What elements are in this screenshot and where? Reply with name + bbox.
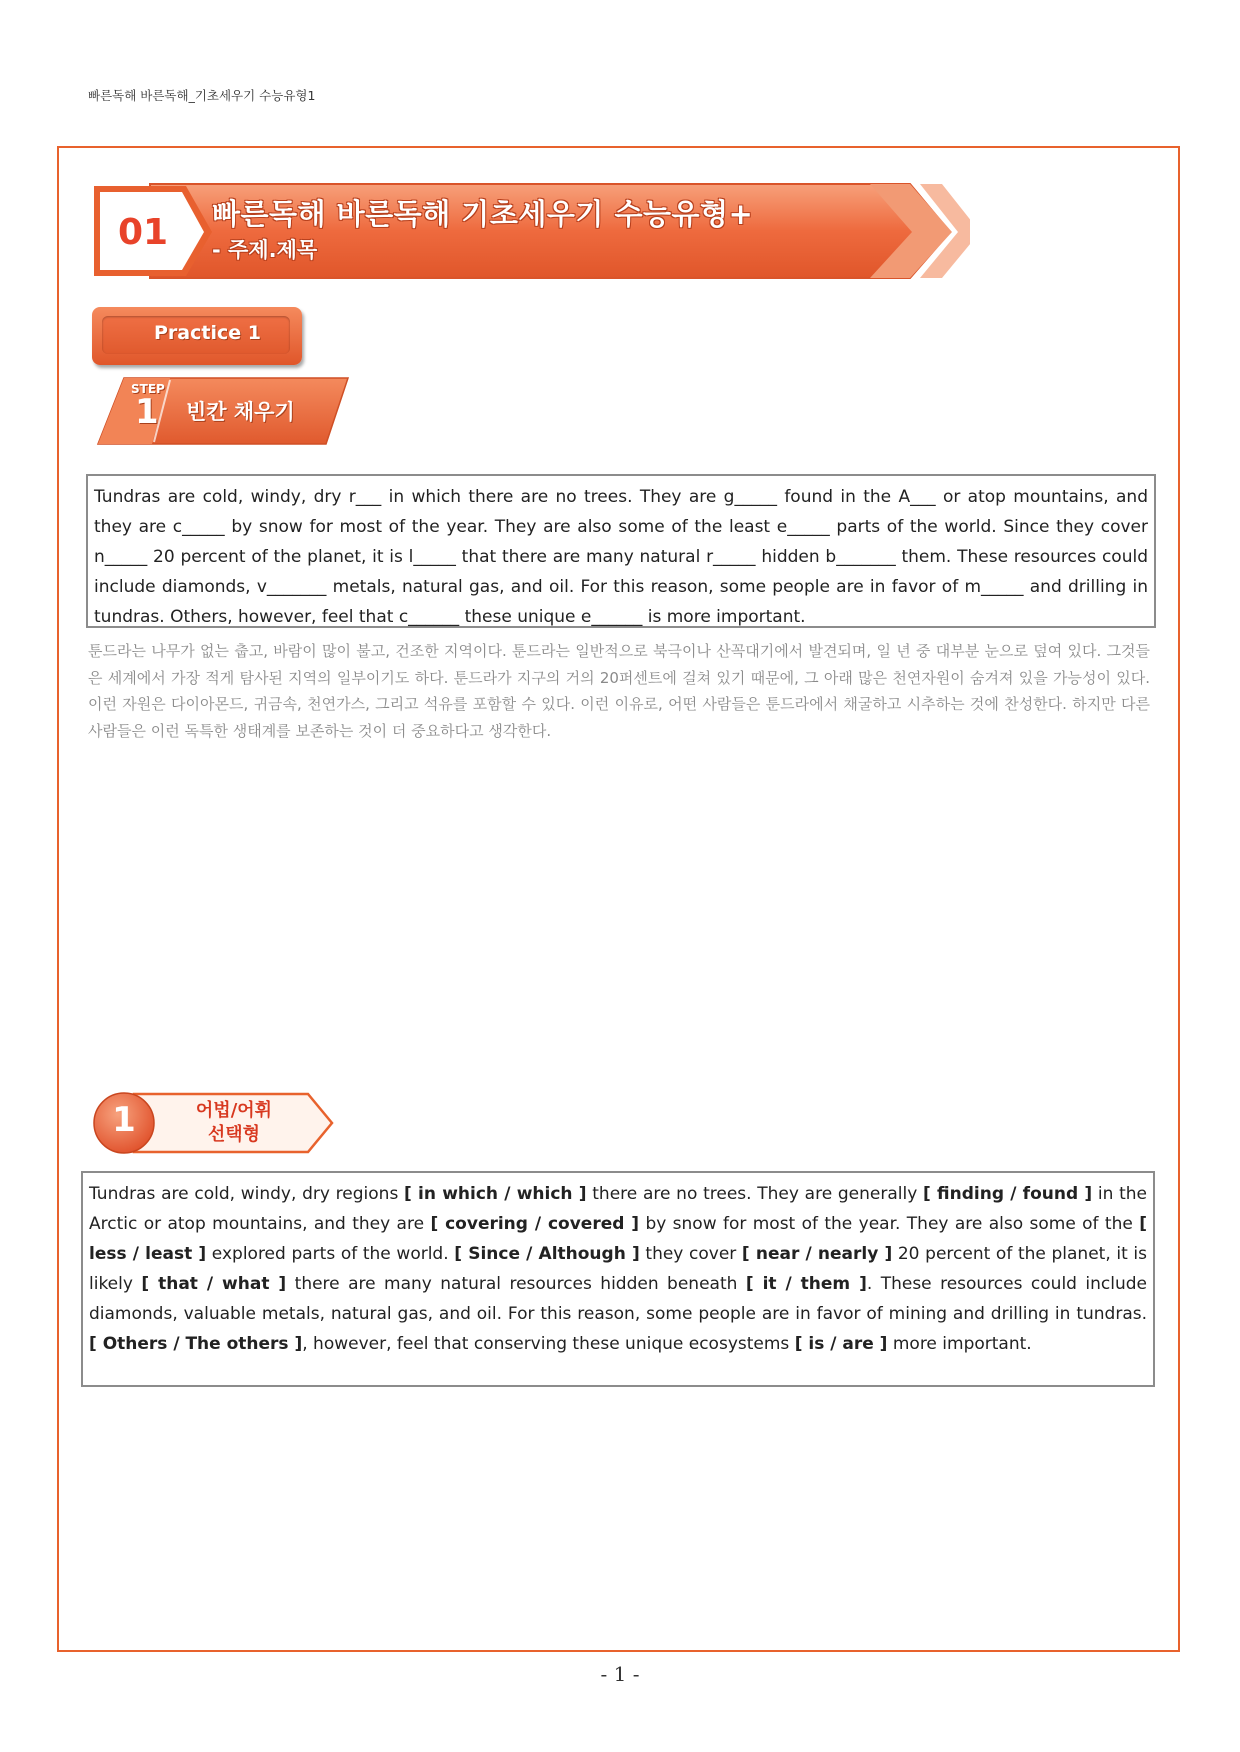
choice-bracket: [ Others / The others ] [89,1334,303,1354]
korean-translation: 툰드라는 나무가 없는 춥고, 바람이 많이 불고, 건조한 지역이다. 툰드라는 일반적으로 북극이나 산꼭대기에서 발견되며, 일 년 중 대부분 눈으로 덮여 있다. 그것들은 세계에서 가장 적게 탐사된 지역의 일부이기도 하다. 툰드라가 지구의 거의 20퍼센트에 걸쳐 있기 때문에, 그 아래 많은 천연자원이 숨겨져 있을 가능성이 있다. 이런 자원은 다이아몬드, 귀금속, 천연가스, 그리고 석유를 포함할 수 있다. 이런 이유로, 어떤 사람들은 툰드라에서 채굴하고 시추하는 것에 찬성한다. 하지만 다른 사람들은 이런 독특한 생태계를 보존하는 것이 더 중요하다고 생각한다. [88,642,1150,740]
blanks-passage: Tundras are cold, windy, dry r___ in which there are no trees. They are g_____ found in the A___ or atop mountains, and they are c_____ by snow for most of the year. They are also some of the least e_____ parts of the world. Since they cover n_____ 20 percent of the planet, it is l_____ that there are many natural r_____ hidden b_______ them. These resources could include diamonds, v_______ metals, natural gas, and oil. For this reason, some people are in favor of m_____ and drilling in tundras. Others, however, feel that c______ these unique e______ is more important. [86,474,1156,628]
choice-bracket: [ covering / covered ] [430,1214,640,1234]
passage-text: they cover [639,1244,742,1264]
chapter-number: 01 [117,212,169,253]
choice-bracket: [ in which / which ] [404,1184,587,1204]
section-label-line2: 선택형 [207,1124,261,1145]
section-label-line1: 어법/어휘 [195,1100,273,1121]
step-label: 빈칸 채우기 [186,400,295,424]
chapter-banner [90,182,970,282]
chapter-subtitle: - 주제.제목 [212,238,318,262]
passage-text: explored parts of the world. [206,1244,455,1264]
grammar-choice-badge [90,1090,340,1156]
passage-text: by snow for most of the year. They are also some of the [639,1214,1140,1234]
chapter-title: 빠른독해 바른독해 기초세우기 수능유형+ [212,197,754,231]
choice-passage [81,1171,1155,1387]
practice-badge [92,307,302,365]
choice-bracket: [ near / nearly ] [741,1244,893,1264]
step-word: STEP [131,382,165,396]
step-badge [94,376,354,446]
passage-text: there are no trees. They are generally [586,1184,924,1204]
choice-bracket: [ less / least ] [89,1214,1147,1264]
choice-bracket: [ it / them ] [745,1274,867,1294]
choice-bracket: [ that / what ] [141,1274,287,1294]
running-header: 빠른독해 바른독해_기초세우기 수능유형1 [88,88,316,103]
passage-text: . These resources could include diamonds, valuable metals, natural gas, and oil. For this reason, some people are in favor of mining and drilling in tundras. [89,1274,1147,1324]
page-frame [57,146,1180,1652]
choice-bracket: [ finding / found ] [923,1184,1093,1204]
choice-bracket: [ is / are ] [794,1334,888,1354]
section-number: 1 [112,1100,136,1140]
passage-text: in the Arctic or atop mountains, and they are [89,1184,1147,1234]
page-number: - 1 - [600,1662,640,1686]
practice-label: Practice 1 [154,322,261,344]
passage-text: , however, feel that conserving these unique ecosystems [302,1334,795,1354]
passage-text: more important. [887,1334,1032,1354]
passage-text: 20 percent of the planet, it is likely [89,1244,1148,1294]
choice-bracket: [ Since / Although ] [454,1244,640,1264]
passage-text: there are many natural resources hidden beneath [286,1274,746,1294]
step-number: 1 [135,392,159,432]
passage-text: Tundras are cold, windy, dry regions [89,1184,405,1204]
